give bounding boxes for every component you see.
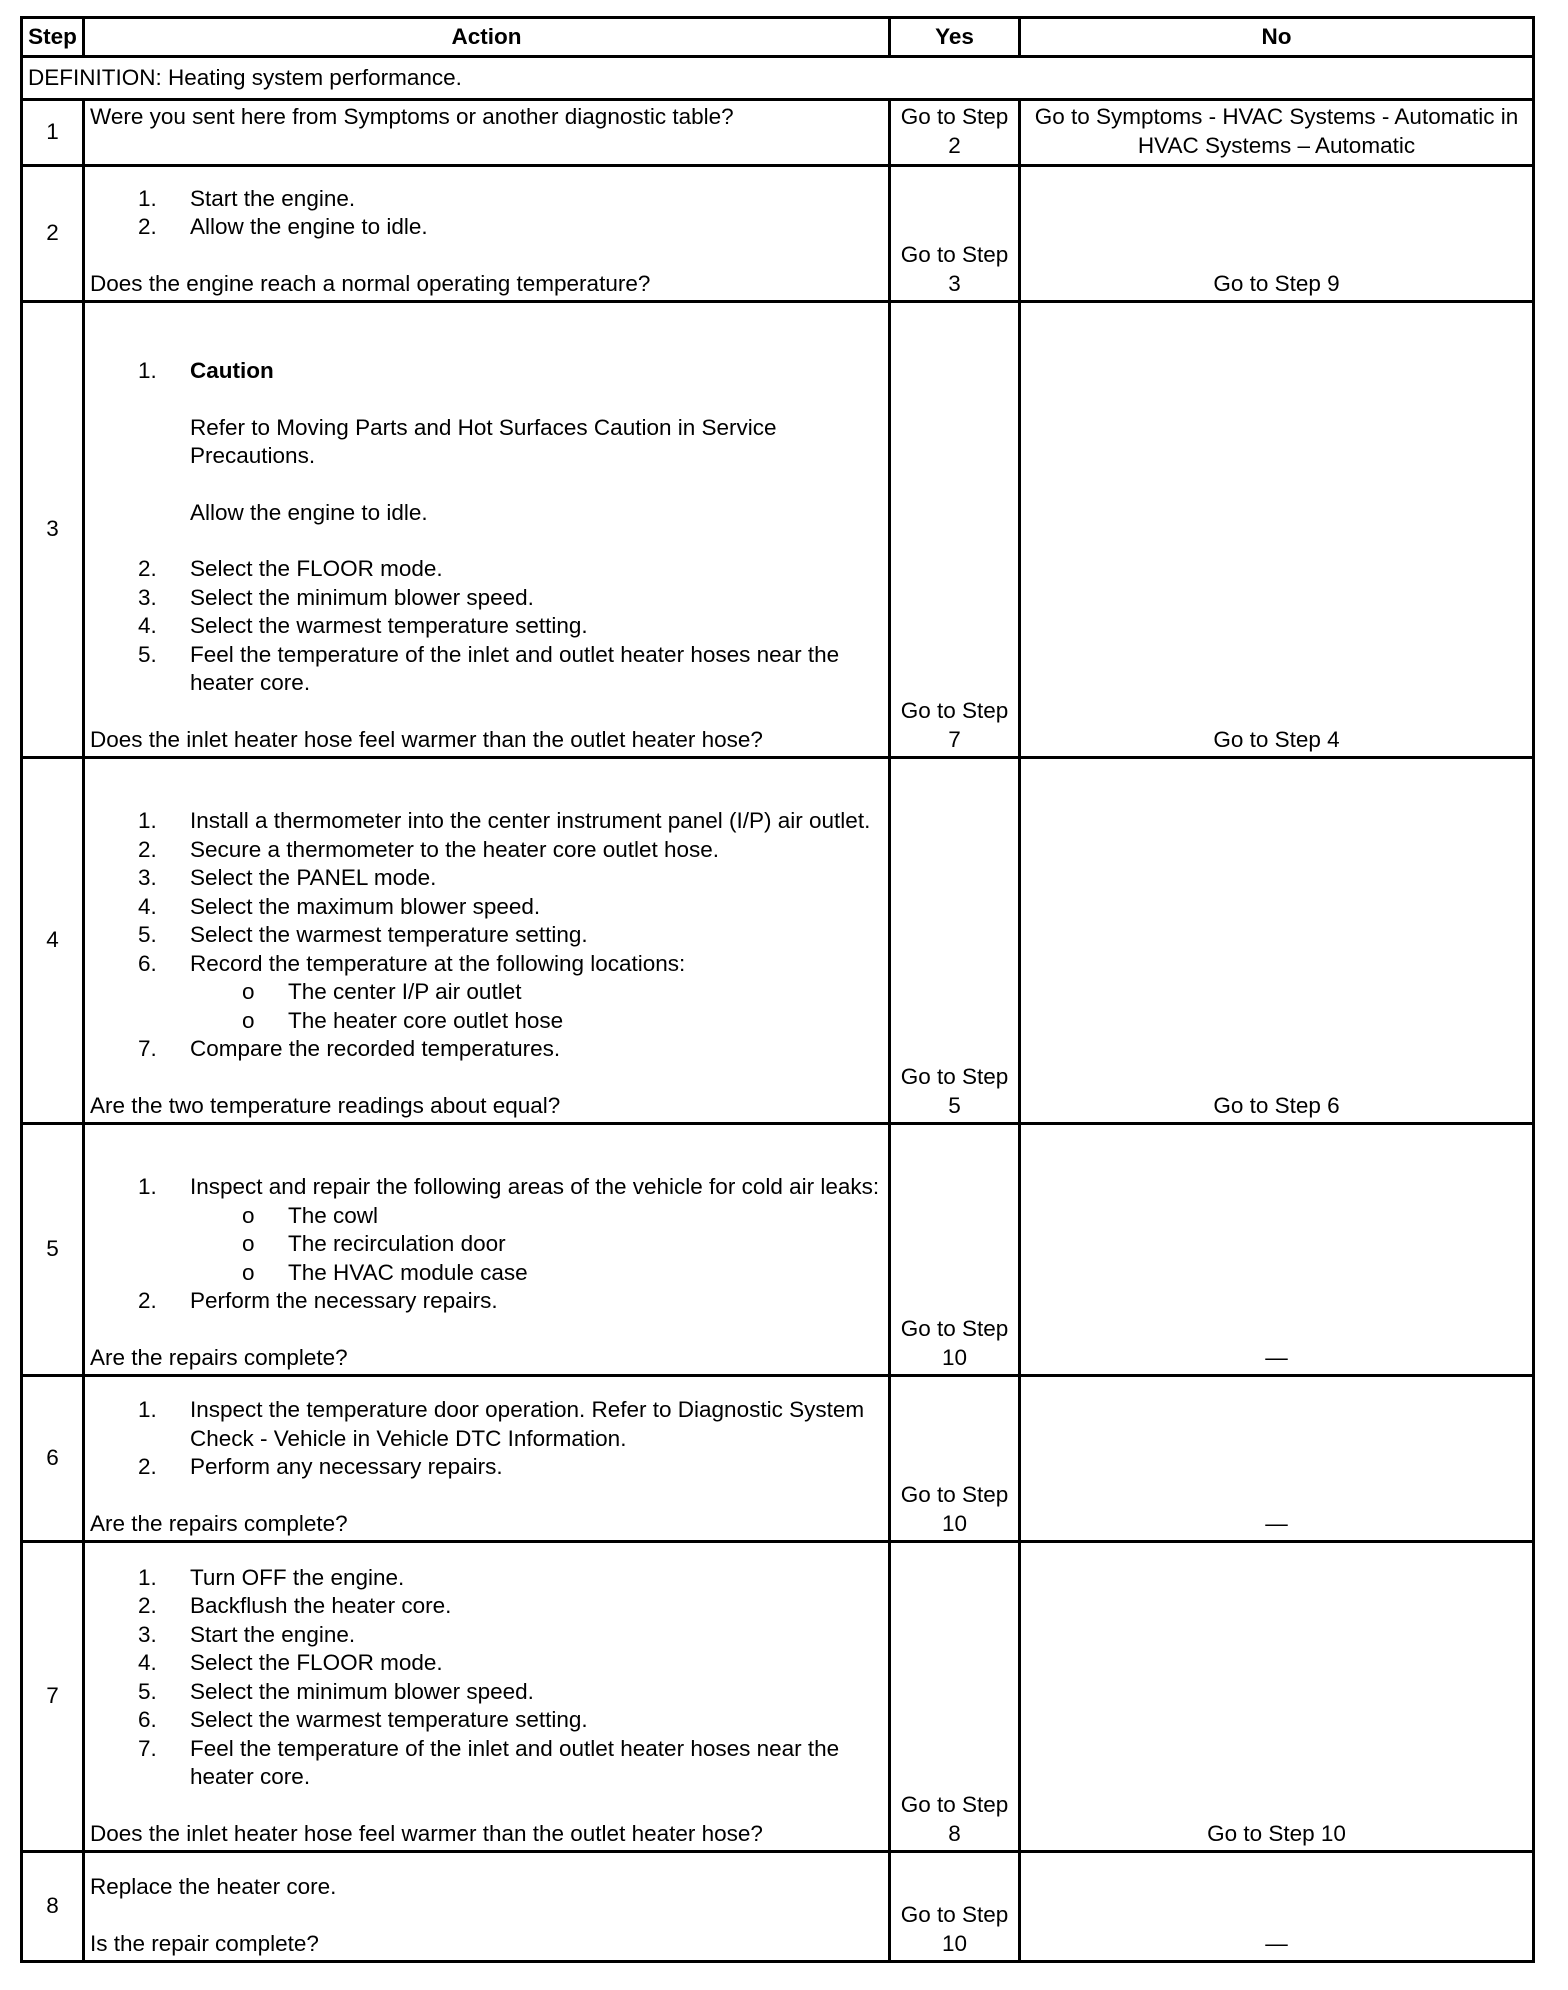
- no-action: —: [1020, 1852, 1534, 1962]
- no-action: Go to Symptoms - HVAC Systems - Automatic in HVAC Systems – Automatic: [1020, 100, 1534, 166]
- caution-text: Refer to Moving Parts and Hot Surfaces Caution in Service Precautions.: [190, 414, 777, 468]
- step-row-6: [22, 1376, 1534, 1542]
- step-question: Are the repairs complete?: [90, 1344, 348, 1370]
- list-item: 2. Perform the necessary repairs.: [138, 1288, 498, 1313]
- step-number: 3: [22, 302, 84, 758]
- step-number: 7: [22, 1542, 84, 1852]
- step-action: [84, 1852, 890, 1962]
- header-yes: Yes: [890, 18, 1020, 57]
- yes-action: Go to Step 3: [890, 166, 1020, 302]
- list-item: 5. Select the warmest temperature setting.: [138, 922, 588, 947]
- action-list: [90, 185, 883, 242]
- sub-list: [190, 978, 883, 1035]
- header-step: Step: [22, 18, 84, 57]
- step-action: [84, 758, 890, 1124]
- sub-item: o The HVAC module case: [190, 1259, 883, 1288]
- step-number: 1: [22, 100, 84, 166]
- list-item: 4. Select the FLOOR mode.: [138, 1650, 443, 1675]
- step-number: 4: [22, 758, 84, 1124]
- step-question: Does the inlet heater hose feel warmer than the outlet heater hose?: [90, 726, 763, 752]
- step-instruction: Replace the heater core.: [90, 1874, 337, 1899]
- no-action: —: [1020, 1376, 1534, 1542]
- list-item: 7. Feel the temperature of the inlet and outlet heater hoses near the heater core.: [138, 1735, 840, 1789]
- step-number: 2: [22, 166, 84, 302]
- sub-item: o The heater core outlet hose: [190, 1007, 883, 1036]
- list-item: 2. Allow the engine to idle.: [138, 214, 428, 239]
- list-item: 6. Select the warmest temperature setting.: [138, 1707, 588, 1732]
- yes-action: Go to Step 10: [890, 1852, 1020, 1962]
- yes-action: Go to Step 10: [890, 1376, 1020, 1542]
- action-list: [90, 807, 883, 1064]
- sub-item: o The recirculation door: [190, 1230, 883, 1259]
- list-item: 6. Record the temperature at the following locations: o The center I/P air outlet o The heater core outlet hose: [90, 950, 883, 1036]
- step-action: [84, 1542, 890, 1852]
- step-row-1: [22, 100, 1534, 166]
- step-question: Is the repair complete?: [90, 1930, 319, 1956]
- list-item: 1. Inspect and repair the following areas of the vehicle for cold air leaks: o The cowl o The recirculation door o The HVAC module case: [90, 1173, 883, 1287]
- caution-title: Caution: [190, 358, 274, 383]
- step-question: Does the inlet heater hose feel warmer than the outlet heater hose?: [90, 1820, 763, 1846]
- yes-action: Go to Step 10: [890, 1124, 1020, 1376]
- list-item: 5. Select the minimum blower speed.: [138, 1678, 534, 1704]
- step-action: [84, 166, 890, 302]
- no-action: Go to Step 4: [1020, 302, 1534, 758]
- step-row-3: [22, 302, 1534, 758]
- header-no: No: [1020, 18, 1534, 57]
- step-action: [84, 1376, 890, 1542]
- no-action: Go to Step 10: [1020, 1542, 1534, 1852]
- list-item: 4. Select the maximum blower speed.: [138, 893, 541, 919]
- list-item: 1. Install a thermometer into the center instrument panel (I/P) air outlet.: [138, 808, 871, 833]
- step-number: 5: [22, 1124, 84, 1376]
- action-list: [90, 357, 883, 698]
- list-item: 1. Inspect the temperature door operation. Refer to Diagnostic System Check - Vehicle in Vehicle DTC Information.: [138, 1397, 865, 1451]
- step-question: Were you sent here from Symptoms or another diagnostic table?: [84, 100, 890, 166]
- step-row-7: [22, 1542, 1534, 1852]
- step-number: 8: [22, 1852, 84, 1962]
- yes-action: Go to Step 2: [890, 100, 1020, 166]
- list-item: 1. Start the engine.: [138, 185, 356, 211]
- list-item: 3. Start the engine.: [138, 1621, 356, 1647]
- step-row-4: [22, 758, 1534, 1124]
- list-item: 5. Feel the temperature of the inlet and outlet heater hoses near the heater core.: [138, 641, 840, 695]
- definition-row: [22, 57, 1534, 100]
- step-question: Does the engine reach a normal operating temperature?: [90, 270, 651, 296]
- diagnostic-table: [20, 16, 1535, 1963]
- list-item: 2. Perform any necessary repairs.: [138, 1454, 503, 1479]
- list-item: 7. Compare the recorded temperatures.: [138, 1036, 561, 1061]
- list-item: 2. Backflush the heater core.: [138, 1593, 452, 1618]
- step-action: [84, 302, 890, 758]
- definition-text: DEFINITION: Heating system performance.: [22, 57, 1534, 100]
- list-item: 1. Caution Refer to Moving Parts and Hot Surfaces Caution in Service Precautions. Allow the engine to idle.: [90, 357, 883, 527]
- list-item: 1. Turn OFF the engine.: [138, 1564, 405, 1590]
- list-item: 3. Select the minimum blower speed.: [138, 584, 534, 610]
- sub-list: [190, 1202, 883, 1288]
- list-item: 2. Select the FLOOR mode.: [138, 556, 443, 581]
- list-item: 3. Select the PANEL mode.: [138, 865, 437, 890]
- no-action: Go to Step 9: [1020, 166, 1534, 302]
- no-action: —: [1020, 1124, 1534, 1376]
- yes-action: Go to Step 7: [890, 302, 1020, 758]
- sub-item: o The cowl: [190, 1202, 883, 1231]
- step-row-5: [22, 1124, 1534, 1376]
- header-action: Action: [84, 18, 890, 57]
- header-row: [22, 18, 1534, 57]
- list-item: 2. Secure a thermometer to the heater core outlet hose.: [138, 836, 720, 862]
- step-question: Are the two temperature readings about equal?: [90, 1092, 561, 1118]
- step-question: Are the repairs complete?: [90, 1510, 348, 1536]
- action-list: [90, 1173, 883, 1316]
- list-item: 4. Select the warmest temperature setting.: [138, 613, 588, 638]
- step-action: [84, 1124, 890, 1376]
- step-number: 6: [22, 1376, 84, 1542]
- yes-action: Go to Step 8: [890, 1542, 1020, 1852]
- yes-action: Go to Step 5: [890, 758, 1020, 1124]
- no-action: Go to Step 6: [1020, 758, 1534, 1124]
- step-row-2: [22, 166, 1534, 302]
- step-row-8: [22, 1852, 1534, 1962]
- sub-item: o The center I/P air outlet: [190, 978, 883, 1007]
- action-list: [90, 1564, 883, 1792]
- caution-action: Allow the engine to idle.: [190, 499, 428, 525]
- action-list: [90, 1396, 883, 1482]
